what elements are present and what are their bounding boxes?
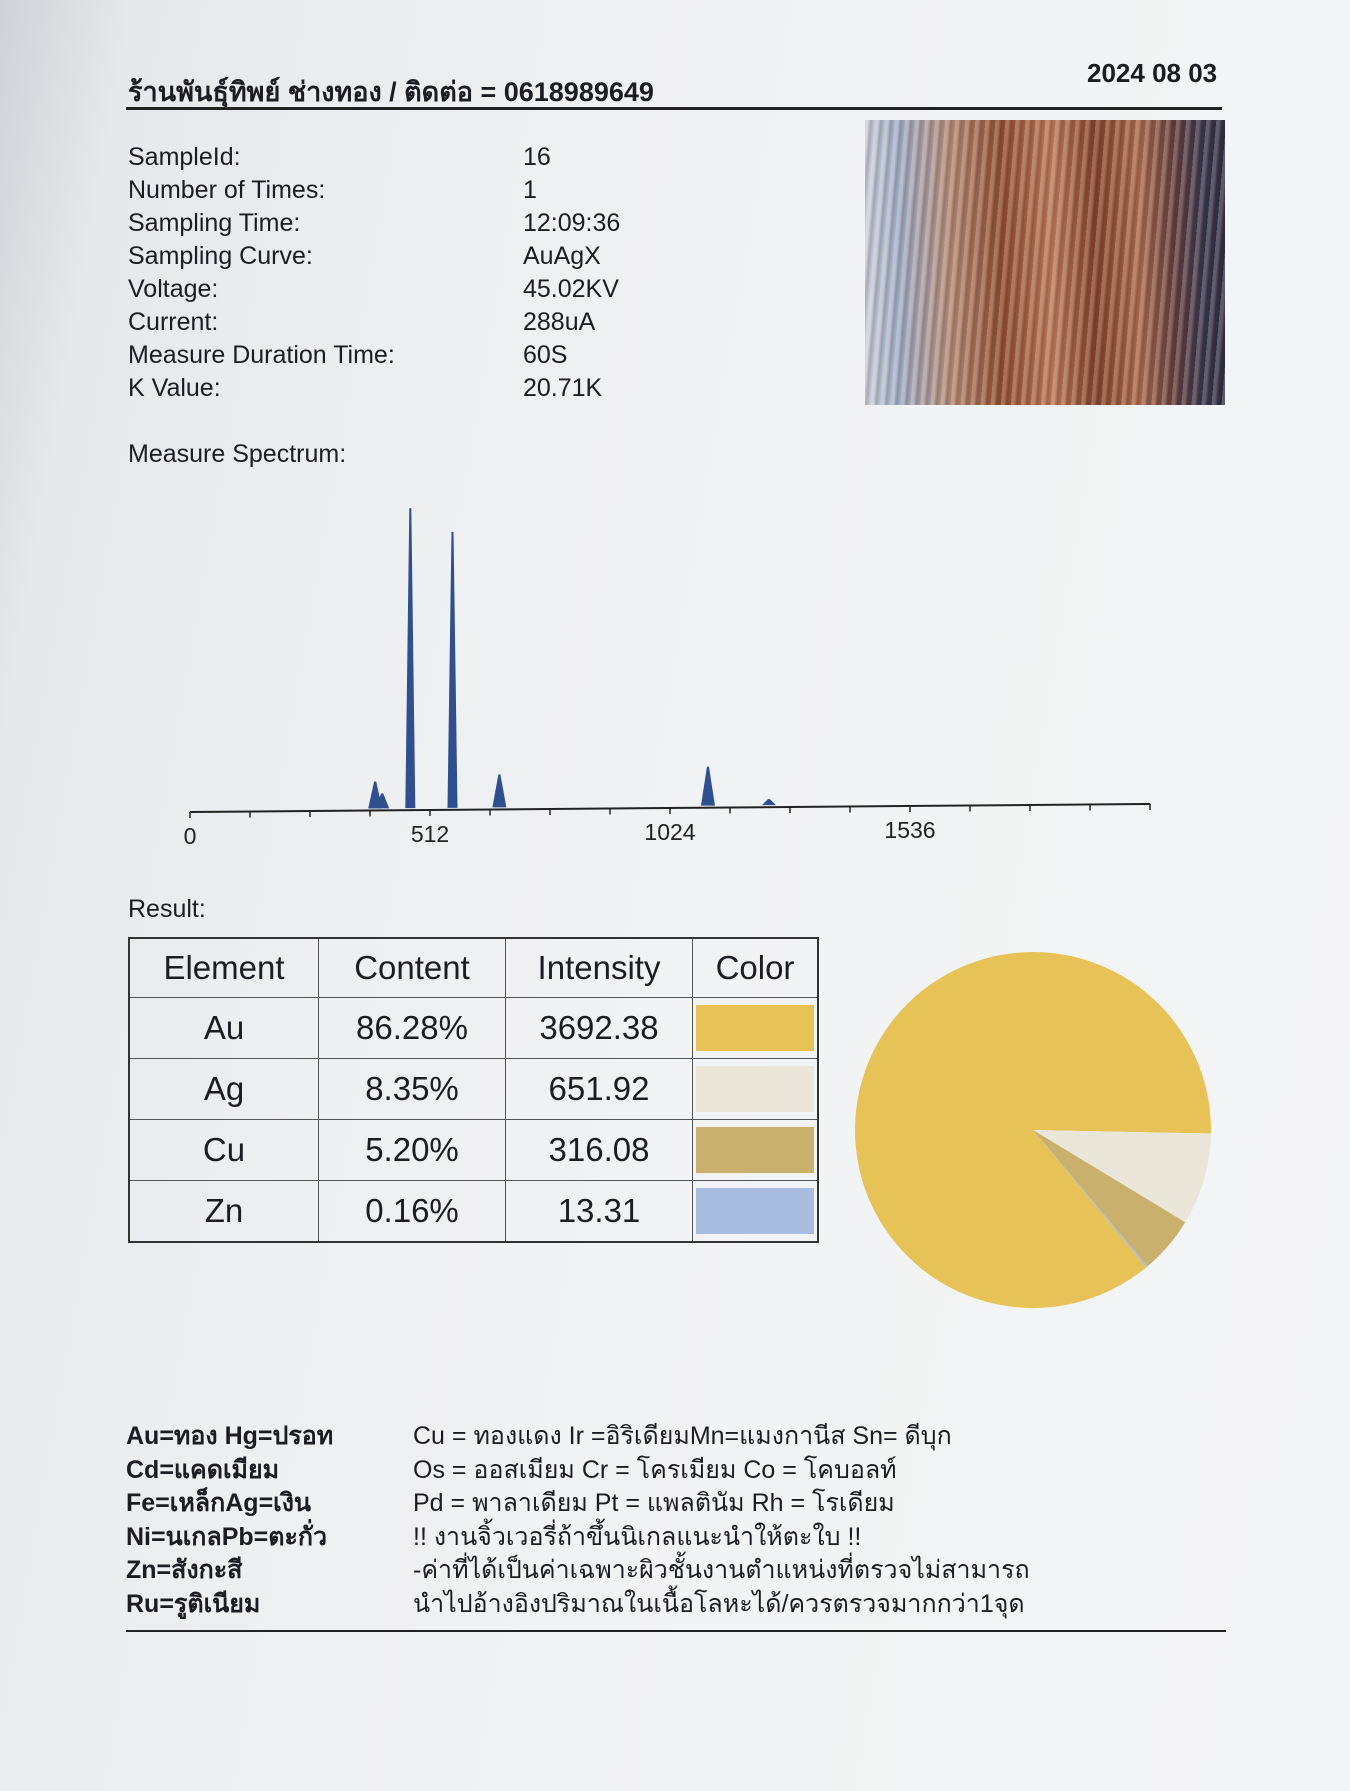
element-cell: Au bbox=[129, 998, 319, 1059]
color-cell bbox=[693, 998, 819, 1059]
color-swatch bbox=[696, 1066, 814, 1112]
spectrum-peak bbox=[492, 774, 506, 807]
element-legend-right bbox=[413, 1420, 1030, 1621]
spectrum-peak bbox=[405, 508, 415, 808]
spectrum-peak bbox=[762, 799, 776, 805]
spectrum-peak bbox=[448, 532, 458, 808]
sample-id-value: 16 bbox=[523, 143, 551, 171]
spectrum-tick-label: 512 bbox=[410, 821, 450, 847]
spectrum-chart bbox=[150, 485, 1160, 860]
content-cell: 5.20% bbox=[319, 1120, 506, 1181]
content-cell: 86.28% bbox=[319, 998, 506, 1059]
legend-line: นำไปอ้างอิงปริมาณในเนื้อโลหะได้/ควรตรวจมากกว่า1จุด bbox=[413, 1589, 1025, 1618]
table-row bbox=[129, 1120, 818, 1181]
table-header-row bbox=[129, 938, 818, 998]
composition-pie-chart bbox=[848, 950, 1218, 1320]
color-swatch bbox=[696, 1188, 814, 1234]
element-legend-left bbox=[126, 1420, 333, 1621]
legend-line: Zn=สังกะสี bbox=[126, 1556, 243, 1584]
element-cell: Cu bbox=[129, 1120, 319, 1181]
spectrum-tick-label: 0 bbox=[183, 823, 197, 849]
legend-line: Ni=นเกลPb=ตะกั่ว bbox=[126, 1522, 328, 1551]
color-cell bbox=[693, 1120, 819, 1181]
sampling-time-label: Sampling Time: bbox=[128, 209, 301, 237]
report-date: 2024 08 03 bbox=[1087, 58, 1218, 88]
sample-id-label: SampleId: bbox=[128, 143, 241, 171]
legend-line: Au=ทอง Hg=ปรอท bbox=[126, 1422, 334, 1450]
content-cell: 0.16% bbox=[319, 1181, 506, 1243]
spectrum-tick-label: 1024 bbox=[644, 819, 696, 845]
measure-spectrum-label: Measure Spectrum: bbox=[128, 440, 347, 468]
measure-duration-value: 60S bbox=[523, 341, 568, 369]
sampling-time-value: 12:09:36 bbox=[523, 209, 621, 237]
intensity-cell: 13.31 bbox=[506, 1181, 693, 1243]
legend-line: Cd=แคดเมียม bbox=[126, 1455, 280, 1484]
legend-line: Cu = ทองแดง Ir =อิริเดียมMn=แมงกานีส Sn= ดีบุก bbox=[413, 1422, 952, 1450]
element-cell: Ag bbox=[129, 1059, 319, 1120]
table-row bbox=[129, 1059, 818, 1120]
color-swatch bbox=[696, 1005, 814, 1051]
legend-line: Os = ออสเมียม Cr = โครเมียม Co = โคบอลท์ bbox=[413, 1455, 897, 1484]
content-cell: 8.35% bbox=[319, 1059, 506, 1120]
color-cell bbox=[693, 1059, 819, 1120]
k-value-label: K Value: bbox=[128, 374, 221, 402]
number-of-times-label: Number of Times: bbox=[128, 176, 326, 204]
legend-line: Ru=รูติเนียม bbox=[126, 1589, 261, 1618]
sample-photo bbox=[865, 120, 1225, 405]
legend-line: Fe=เหล็กAg=เงิน bbox=[126, 1489, 312, 1517]
legend-line: !! งานจิ้วเวอรี่ถ้าขึ้นนิเกลแนะนำให้ตะใบ !! bbox=[413, 1522, 862, 1551]
legend-line: Pd = พาลาเดียม Pt = แพลตินัม Rh = โรเดียม bbox=[413, 1489, 895, 1517]
color-cell bbox=[693, 1181, 819, 1243]
current-value: 288uA bbox=[523, 308, 596, 336]
legend-line: -ค่าที่ได้เป็นค่าเฉพาะผิวชั้นงานตำแหน่งที่ตรวจไม่สามารถ bbox=[413, 1556, 1030, 1584]
shop-header-title: ร้านพันธุ์ทิพย์ ช่างทอง / ติดต่อ = 0618989649 bbox=[128, 77, 654, 107]
voltage-label: Voltage: bbox=[128, 275, 219, 303]
sampling-curve-value: AuAgX bbox=[523, 242, 601, 270]
number-of-times-value: 1 bbox=[523, 176, 537, 204]
sampling-curve-label: Sampling Curve: bbox=[128, 242, 313, 270]
intensity-cell: 3692.38 bbox=[506, 998, 693, 1059]
result-label: Result: bbox=[128, 895, 206, 923]
content-header: Content bbox=[319, 938, 506, 998]
measure-duration-label: Measure Duration Time: bbox=[128, 341, 395, 369]
header-divider bbox=[126, 107, 1222, 110]
color-swatch bbox=[696, 1127, 814, 1173]
k-value-value: 20.71K bbox=[523, 374, 603, 402]
voltage-value: 45.02KV bbox=[523, 275, 619, 303]
intensity-header: Intensity bbox=[506, 938, 693, 998]
table-row bbox=[129, 998, 818, 1059]
color-header: Color bbox=[693, 938, 819, 998]
spectrum-tick-label: 1536 bbox=[884, 817, 936, 843]
spectrum-peak bbox=[701, 767, 715, 806]
current-label: Current: bbox=[128, 308, 219, 336]
element-cell: Zn bbox=[129, 1181, 319, 1243]
element-header: Element bbox=[129, 938, 319, 998]
table-row bbox=[129, 1181, 818, 1243]
intensity-cell: 651.92 bbox=[506, 1059, 693, 1120]
footer-divider bbox=[126, 1630, 1226, 1632]
intensity-cell: 316.08 bbox=[506, 1120, 693, 1181]
result-table bbox=[128, 937, 819, 1243]
